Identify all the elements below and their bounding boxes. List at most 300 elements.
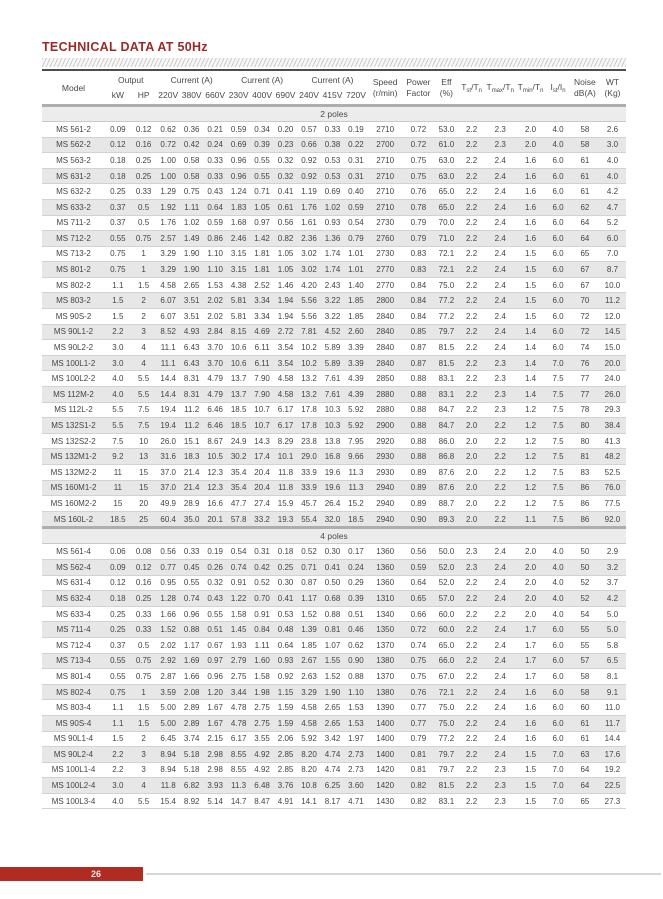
value-cell: 14.5 (599, 324, 626, 340)
value-cell: 2.2 (459, 387, 485, 403)
value-cell: 19.2 (599, 762, 626, 778)
value-cell: 1.24 (227, 184, 250, 200)
table-row (42, 606, 626, 622)
value-cell: 55 (571, 637, 599, 653)
value-cell: 2.65 (321, 715, 344, 731)
value-cell: 1.52 (297, 606, 320, 622)
value-cell: 9.2 (105, 449, 131, 465)
value-cell: 0.59 (203, 215, 226, 231)
model-cell: MS 132S2-2 (42, 433, 105, 449)
value-cell: 6.0 (545, 277, 571, 293)
value-cell: 1.2 (516, 480, 545, 496)
value-cell: 0.55 (250, 168, 273, 184)
value-cell: 0.65 (403, 591, 434, 607)
value-cell: 14.7 (227, 793, 250, 809)
value-cell: 0.39 (250, 137, 273, 153)
value-cell: 0.62 (344, 637, 367, 653)
model-cell: MS 100L2-2 (42, 371, 105, 387)
technical-data-table (42, 73, 626, 809)
table-row (42, 433, 626, 449)
value-cell: 2.3 (484, 402, 515, 418)
value-cell: 1.5 (516, 293, 545, 309)
model-cell: MS 160M1-2 (42, 480, 105, 496)
table-row (42, 277, 626, 293)
value-cell: 2.3 (484, 121, 515, 137)
value-cell: 0.84 (403, 293, 434, 309)
model-cell: MS 90S-4 (42, 715, 105, 731)
value-cell: 14.4 (156, 371, 179, 387)
value-cell: 63 (571, 747, 599, 763)
value-cell: 5.89 (321, 340, 344, 356)
value-cell: 0.08 (131, 544, 157, 560)
value-cell: 0.83 (403, 262, 434, 278)
value-cell: 1.6 (516, 153, 545, 169)
value-cell: 2.2 (459, 622, 485, 638)
value-cell: 10.6 (227, 340, 250, 356)
value-cell: 1.42 (250, 231, 273, 247)
value-cell: 2.2 (459, 137, 485, 153)
value-cell: 0.69 (227, 137, 250, 153)
value-cell: 7.0 (545, 778, 571, 794)
value-cell: 0.62 (156, 121, 179, 137)
value-cell: 4.39 (344, 371, 367, 387)
value-cell: 11.7 (599, 715, 626, 731)
value-cell: 1.15 (274, 684, 297, 700)
table-row (42, 309, 626, 325)
value-cell: 1430 (368, 793, 403, 809)
value-cell: 3.93 (203, 778, 226, 794)
value-cell: 6.0 (545, 246, 571, 262)
value-cell: 1.2 (516, 433, 545, 449)
value-cell: 20.4 (250, 480, 273, 496)
value-cell: 0.55 (180, 575, 203, 591)
value-cell: 2.4 (484, 215, 515, 231)
value-cell: 2.2 (459, 153, 485, 169)
value-cell: 19.4 (156, 402, 179, 418)
value-cell: 1400 (368, 715, 403, 731)
value-cell: 2.02 (156, 637, 179, 653)
value-cell: 2.4 (484, 684, 515, 700)
value-cell: 2.75 (250, 715, 273, 731)
value-cell: 0.25 (131, 153, 157, 169)
col-header-240v: 240V (299, 90, 319, 101)
value-cell: 2930 (368, 449, 403, 465)
value-cell: 65.0 (434, 637, 459, 653)
value-cell: 63.0 (434, 153, 459, 169)
value-cell: 4.58 (156, 277, 179, 293)
value-cell: 1.01 (344, 262, 367, 278)
value-cell: 0.29 (344, 575, 367, 591)
value-cell: 2770 (368, 262, 403, 278)
value-cell: 33.2 (250, 511, 273, 528)
model-cell: MS 100L1-4 (42, 762, 105, 778)
value-cell: 2.9 (599, 544, 626, 560)
value-cell: 1.20 (203, 684, 226, 700)
value-cell: 45.7 (297, 496, 320, 512)
value-cell: 0.32 (274, 153, 297, 169)
value-cell: 2.4 (484, 246, 515, 262)
value-cell: 76 (571, 355, 599, 371)
value-cell: 0.33 (203, 153, 226, 169)
value-cell: 0.33 (131, 184, 157, 200)
value-cell: 72 (571, 324, 599, 340)
model-cell: MS 561-2 (42, 121, 105, 137)
table-row (42, 418, 626, 434)
value-cell: 2.2 (459, 293, 485, 309)
value-cell: 0.12 (105, 575, 131, 591)
value-cell: 2.2 (459, 591, 485, 607)
value-cell: 0.72 (403, 137, 434, 153)
value-cell: 61 (571, 715, 599, 731)
value-cell: 2.2 (459, 731, 485, 747)
value-cell: 1370 (368, 637, 403, 653)
value-cell: 58 (571, 684, 599, 700)
value-cell: 4.92 (250, 747, 273, 763)
value-cell: 81 (571, 449, 599, 465)
table-row (42, 700, 626, 716)
value-cell: 2.4 (484, 622, 515, 638)
value-cell: 6.0 (545, 309, 571, 325)
value-cell: 4.0 (545, 606, 571, 622)
value-cell: 2710 (368, 168, 403, 184)
value-cell: 2.4 (484, 700, 515, 716)
model-cell: MS 801-4 (42, 669, 105, 685)
value-cell: 2.2 (459, 778, 485, 794)
value-cell: 0.32 (203, 575, 226, 591)
value-cell: 0.25 (131, 591, 157, 607)
value-cell: 15.4 (156, 793, 179, 809)
value-cell: 1.40 (344, 277, 367, 293)
value-cell: 6.0 (545, 153, 571, 169)
value-cell: 1.85 (344, 309, 367, 325)
value-cell: 8.15 (227, 324, 250, 340)
model-cell: MS 801-2 (42, 262, 105, 278)
value-cell: 3.39 (344, 355, 367, 371)
value-cell: 28.9 (180, 496, 203, 512)
value-cell: 2.4 (484, 544, 515, 560)
value-cell: 0.53 (321, 168, 344, 184)
value-cell: 11.3 (344, 480, 367, 496)
value-cell: 2 (131, 293, 157, 309)
table-row (42, 231, 626, 247)
col-header-current-2: Current (A) (241, 75, 284, 85)
value-cell: 0.75 (105, 246, 131, 262)
value-cell: 0.33 (203, 168, 226, 184)
value-cell: 11.3 (344, 465, 367, 481)
value-cell: 17.8 (297, 402, 320, 418)
value-cell: 8.55 (227, 747, 250, 763)
value-cell: 0.23 (274, 137, 297, 153)
table-row (42, 544, 626, 560)
value-cell: 1.92 (156, 199, 179, 215)
value-cell: 0.19 (203, 544, 226, 560)
value-cell: 0.25 (105, 622, 131, 638)
col-header-speed: Speed (r/min) (372, 77, 398, 99)
value-cell: 5.2 (599, 215, 626, 231)
model-cell: MS 100L1-2 (42, 355, 105, 371)
value-cell: 6.0 (545, 637, 571, 653)
value-cell: 64 (571, 762, 599, 778)
value-cell: 8.52 (156, 324, 179, 340)
value-cell: 8.94 (156, 762, 179, 778)
value-cell: 5.56 (297, 293, 320, 309)
value-cell: 10.2 (297, 355, 320, 371)
value-cell: 11.8 (274, 465, 297, 481)
value-cell: 2.98 (203, 747, 226, 763)
value-cell: 0.88 (403, 371, 434, 387)
value-cell: 20.1 (203, 511, 226, 528)
footer-rule (146, 873, 661, 875)
value-cell: 1.4 (516, 371, 545, 387)
value-cell: 0.54 (227, 544, 250, 560)
value-cell: 0.64 (403, 575, 434, 591)
value-cell: 3.59 (156, 684, 179, 700)
value-cell: 2.2 (459, 246, 485, 262)
value-cell: 0.81 (403, 762, 434, 778)
value-cell: 52.5 (599, 465, 626, 481)
value-cell: 6.07 (156, 293, 179, 309)
value-cell: 0.84 (403, 309, 434, 325)
value-cell: 2.36 (297, 231, 320, 247)
value-cell: 0.40 (344, 184, 367, 200)
value-cell: 3.7 (599, 575, 626, 591)
value-cell: 61 (571, 168, 599, 184)
value-cell: 11.1 (156, 355, 179, 371)
col-header-power-factor: Power Factor (406, 77, 431, 99)
value-cell: 12.3 (203, 465, 226, 481)
value-cell: 13.7 (227, 387, 250, 403)
value-cell: 0.56 (403, 544, 434, 560)
value-cell: 0.70 (250, 591, 273, 607)
model-cell: MS 90S-2 (42, 309, 105, 325)
value-cell: 0.38 (321, 137, 344, 153)
value-cell: 1.52 (321, 669, 344, 685)
value-cell: 5.92 (344, 418, 367, 434)
hatch-divider (42, 58, 626, 67)
value-cell: 11.0 (599, 700, 626, 716)
value-cell: 3 (131, 747, 157, 763)
value-cell: 19.3 (274, 511, 297, 528)
page-title: TECHNICAL DATA AT 50Hz (42, 40, 208, 54)
value-cell: 2.46 (227, 231, 250, 247)
value-cell: 2.0 (459, 480, 485, 496)
pole-section-label: 4 poles (42, 528, 626, 544)
value-cell: 2.4 (484, 340, 515, 356)
value-cell: 1.2 (516, 418, 545, 434)
value-cell: 2.65 (321, 700, 344, 716)
value-cell: 0.67 (203, 637, 226, 653)
value-cell: 0.97 (250, 215, 273, 231)
value-cell: 0.88 (403, 402, 434, 418)
value-cell: 8.20 (297, 747, 320, 763)
value-cell: 1.4 (516, 340, 545, 356)
value-cell: 1 (131, 684, 157, 700)
value-cell: 2940 (368, 480, 403, 496)
value-cell: 2.02 (203, 293, 226, 309)
value-cell: 2.2 (459, 324, 485, 340)
value-cell: 0.55 (105, 653, 131, 669)
value-cell: 23.8 (297, 433, 320, 449)
value-cell: 6.0 (545, 262, 571, 278)
col-header-tmax-tn: $T_{max}/T_n$ (486, 81, 514, 94)
table-row (42, 121, 626, 137)
col-header-tst-tn: $T_{st}/T_n$ (461, 81, 482, 94)
value-cell: 0.45 (180, 559, 203, 575)
value-cell: 1.4 (516, 387, 545, 403)
col-header-kw: kW (111, 90, 124, 101)
table-row (42, 153, 626, 169)
model-cell: MS 711-4 (42, 622, 105, 638)
value-cell: 2.57 (156, 231, 179, 247)
value-cell: 4.0 (545, 591, 571, 607)
value-cell: 11.1 (156, 340, 179, 356)
value-cell: 0.18 (105, 153, 131, 169)
value-cell: 20.4 (250, 465, 273, 481)
value-cell: 86.8 (434, 449, 459, 465)
value-cell: 1.59 (274, 700, 297, 716)
value-cell: 1.2 (516, 496, 545, 512)
value-cell: 2800 (368, 293, 403, 309)
value-cell: 0.16 (131, 137, 157, 153)
value-cell: 0.74 (227, 559, 250, 575)
value-cell: 4 (131, 778, 157, 794)
value-cell: 0.71 (250, 184, 273, 200)
value-cell: 10.2 (297, 340, 320, 356)
value-cell: 2.73 (344, 762, 367, 778)
value-cell: 0.75 (403, 168, 434, 184)
value-cell: 8.94 (156, 747, 179, 763)
value-cell: 2.3 (484, 778, 515, 794)
value-cell: 0.84 (403, 277, 434, 293)
value-cell: 35.4 (227, 465, 250, 481)
value-cell: 0.68 (321, 591, 344, 607)
value-cell: 0.88 (403, 418, 434, 434)
value-cell: 0.12 (105, 137, 131, 153)
value-cell: 50.0 (434, 544, 459, 560)
col-header-output: Output (117, 75, 144, 85)
value-cell: 0.87 (403, 355, 434, 371)
value-cell: 1390 (368, 700, 403, 716)
value-cell: 2.0 (459, 496, 485, 512)
value-cell: 16.8 (321, 449, 344, 465)
value-cell: 0.79 (344, 231, 367, 247)
value-cell: 7.5 (545, 480, 571, 496)
value-cell: 27.3 (599, 793, 626, 809)
value-cell: 6.0 (545, 731, 571, 747)
value-cell: 2850 (368, 371, 403, 387)
value-cell: 4.52 (321, 324, 344, 340)
value-cell: 1.5 (516, 793, 545, 809)
model-cell: MS 712-4 (42, 637, 105, 653)
table-row (42, 355, 626, 371)
value-cell: 7.0 (545, 355, 571, 371)
value-cell: 65 (571, 793, 599, 809)
value-cell: 2.2 (459, 747, 485, 763)
value-cell: 4.79 (203, 387, 226, 403)
model-cell: MS 112L-2 (42, 402, 105, 418)
value-cell: 87.6 (434, 465, 459, 481)
value-cell: 0.59 (227, 121, 250, 137)
value-cell: 24.9 (227, 433, 250, 449)
col-header-hp: HP (137, 90, 150, 101)
model-cell: MS 711-2 (42, 215, 105, 231)
value-cell: 1.5 (516, 277, 545, 293)
value-cell: 1.6 (516, 684, 545, 700)
value-cell: 52 (571, 591, 599, 607)
value-cell: 0.42 (180, 137, 203, 153)
value-cell: 2.3 (484, 137, 515, 153)
value-cell: 75.0 (434, 277, 459, 293)
value-cell: 0.51 (203, 622, 226, 638)
value-cell: 4.58 (297, 700, 320, 716)
value-cell: 2.4 (484, 747, 515, 763)
value-cell: 4.74 (321, 762, 344, 778)
table-row (42, 293, 626, 309)
value-cell: 7.5 (545, 496, 571, 512)
value-cell: 0.96 (227, 153, 250, 169)
value-cell: 1.05 (274, 262, 297, 278)
value-cell: 1.7 (516, 653, 545, 669)
value-cell: 1.45 (227, 622, 250, 638)
value-cell: 1.01 (344, 246, 367, 262)
model-cell: MS 802-4 (42, 684, 105, 700)
col-header-400v: 400V (252, 90, 273, 101)
value-cell: 4.91 (274, 793, 297, 809)
value-cell: 0.75 (131, 653, 157, 669)
value-cell: 83.1 (434, 387, 459, 403)
value-cell: 10.1 (274, 449, 297, 465)
table-header (42, 73, 626, 105)
value-cell: 63.0 (434, 168, 459, 184)
value-cell: 0.31 (344, 153, 367, 169)
value-cell: 2.72 (274, 324, 297, 340)
value-cell: 12.0 (599, 309, 626, 325)
value-cell: 0.54 (344, 215, 367, 231)
value-cell: 3.2 (599, 559, 626, 575)
model-cell: MS 132M1-2 (42, 449, 105, 465)
value-cell: 3.42 (321, 731, 344, 747)
model-cell: MS 90L1-2 (42, 324, 105, 340)
value-cell: 5.18 (180, 762, 203, 778)
model-cell: MS 160M2-2 (42, 496, 105, 512)
value-cell: 35.4 (227, 480, 250, 496)
value-cell: 10.3 (321, 402, 344, 418)
value-cell: 26.0 (599, 387, 626, 403)
model-cell: MS 132M2-2 (42, 465, 105, 481)
value-cell: 2.2 (459, 684, 485, 700)
value-cell: 2940 (368, 496, 403, 512)
table-row (42, 184, 626, 200)
value-cell: 2.0 (516, 559, 545, 575)
value-cell: 65.0 (434, 199, 459, 215)
col-header-noise: Noise dB(A) (574, 77, 596, 99)
value-cell: 1.6 (516, 231, 545, 247)
value-cell: 2.06 (274, 731, 297, 747)
value-cell: 1.2 (516, 449, 545, 465)
value-cell: 1.74 (321, 246, 344, 262)
value-cell: 4.2 (599, 184, 626, 200)
value-cell: 4.0 (545, 137, 571, 153)
value-cell: 1.5 (516, 246, 545, 262)
value-cell: 2.2 (459, 669, 485, 685)
value-cell: 65 (571, 246, 599, 262)
value-cell: 18.5 (344, 511, 367, 528)
value-cell: 2.15 (203, 731, 226, 747)
value-cell: 7.5 (545, 465, 571, 481)
value-cell: 1.49 (180, 231, 203, 247)
table-row (42, 747, 626, 763)
value-cell: 60.0 (434, 606, 459, 622)
